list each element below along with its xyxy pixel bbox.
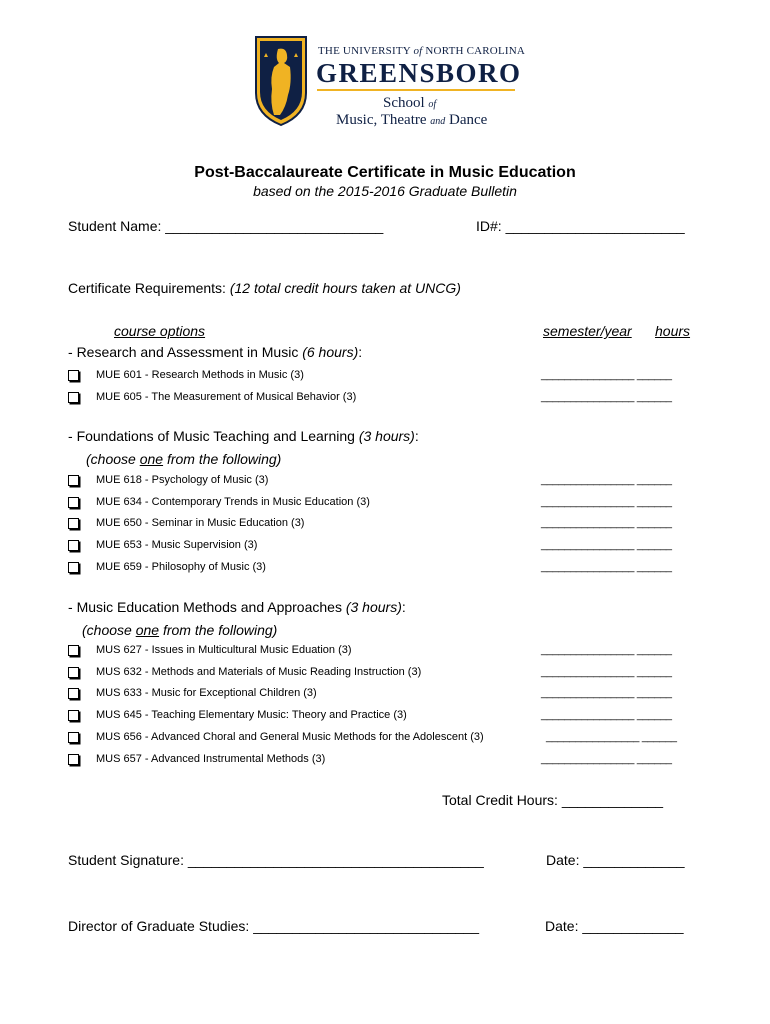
checkbox[interactable] <box>68 710 79 721</box>
logo-school-line: School of <box>383 95 437 111</box>
checkbox[interactable] <box>68 540 79 551</box>
choose-one-note: (choose one from the following) <box>86 451 282 467</box>
course-row[interactable] <box>68 496 708 512</box>
director-signature-field[interactable]: Director of Graduate Studies: _____________________________ <box>68 918 480 934</box>
course-row[interactable] <box>68 474 708 490</box>
semester-hours-blank[interactable]: ________________ ______ <box>541 687 672 699</box>
checkbox[interactable] <box>68 497 79 508</box>
director-date-field[interactable]: Date: _____________ <box>545 918 684 934</box>
course-label: MUE 601 - Research Methods in Music (3) <box>96 369 304 381</box>
course-row[interactable] <box>68 731 708 747</box>
course-label: MUE 659 - Philosophy of Music (3) <box>96 561 266 573</box>
choose-one-note: (choose one from the following) <box>82 622 278 638</box>
course-label: MUS 657 - Advanced Instrumental Methods (3) <box>96 753 326 765</box>
section-research-heading: - Research and Assessment in Music (6 hours): <box>68 344 363 360</box>
course-label: MUS 632 - Methods and Materials of Music Reading Instruction (3) <box>96 666 422 678</box>
hours-header: hours <box>655 323 691 339</box>
section-methods-heading: - Music Education Methods and Approaches (3 hours): <box>68 599 406 615</box>
course-options-header: course options <box>114 323 206 339</box>
semester-hours-blank[interactable]: ________________ ______ <box>541 391 672 403</box>
checkbox[interactable] <box>68 645 79 656</box>
course-row[interactable] <box>68 391 708 407</box>
course-row[interactable] <box>68 539 708 555</box>
total-credit-hours-field[interactable]: Total Credit Hours: _____________ <box>442 792 664 808</box>
semester-hours-blank[interactable]: ________________ ______ <box>541 753 672 765</box>
checkbox[interactable] <box>68 370 79 381</box>
semester-hours-blank[interactable]: ________________ ______ <box>541 369 672 381</box>
checkbox[interactable] <box>68 732 79 743</box>
course-label: MUE 605 - The Measurement of Musical Behavior (3) <box>96 391 357 403</box>
course-row[interactable] <box>68 561 708 577</box>
course-row[interactable] <box>68 753 708 769</box>
logo-university-line: THE UNIVERSITY of NORTH CAROLINA <box>318 45 526 57</box>
course-row[interactable] <box>68 709 708 725</box>
logo-greensboro: GREENSBORO <box>316 58 522 88</box>
course-label: MUE 618 - Psychology of Music (3) <box>96 474 269 486</box>
certificate-requirements: Certificate Requirements: (12 total credit hours taken at UNCG) <box>68 280 461 296</box>
course-row[interactable] <box>68 687 708 703</box>
logo-divider <box>317 89 515 91</box>
course-label: MUS 633 - Music for Exceptional Children (3) <box>96 687 317 699</box>
course-label: MUS 627 - Issues in Multicultural Music Eduation (3) <box>96 644 352 656</box>
semester-hours-blank[interactable]: ________________ ______ <box>541 517 672 529</box>
course-label: MUS 656 - Advanced Choral and General Music Methods for the Adolescent (3) <box>96 731 484 743</box>
course-label: MUS 645 - Teaching Elementary Music: Theory and Practice (3) <box>96 709 407 721</box>
semester-hours-blank[interactable]: ________________ ______ <box>541 474 672 486</box>
section-foundations-heading: - Foundations of Music Teaching and Learning (3 hours): <box>68 428 419 444</box>
document-subtitle: based on the 2015-2016 Graduate Bulletin <box>253 183 517 199</box>
course-label: MUE 634 - Contemporary Trends in Music Education (3) <box>96 496 370 508</box>
checkbox[interactable] <box>68 688 79 699</box>
semester-hours-blank[interactable]: ________________ ______ <box>546 731 677 743</box>
semester-hours-blank[interactable]: ________________ ______ <box>541 644 672 656</box>
course-label: MUE 653 - Music Supervision (3) <box>96 539 258 551</box>
checkbox[interactable] <box>68 754 79 765</box>
student-name-field[interactable]: Student Name: ____________________________ <box>68 218 384 234</box>
semester-hours-blank[interactable]: ________________ ______ <box>541 709 672 721</box>
semester-hours-blank[interactable]: ________________ ______ <box>541 561 672 573</box>
student-date-field[interactable]: Date: _____________ <box>546 852 685 868</box>
semester-year-header: semester/year <box>543 323 632 339</box>
course-row[interactable] <box>68 644 708 660</box>
checkbox[interactable] <box>68 667 79 678</box>
logo-department-line: Music, Theatre and Dance <box>336 112 488 128</box>
semester-hours-blank[interactable]: ________________ ______ <box>541 496 672 508</box>
checkbox[interactable] <box>68 392 79 403</box>
course-row[interactable] <box>68 666 708 682</box>
checkbox[interactable] <box>68 562 79 573</box>
course-row[interactable] <box>68 517 708 533</box>
student-id-field[interactable]: ID#: _______________________ <box>476 218 685 234</box>
document-title: Post-Baccalaureate Certificate in Music Education <box>194 164 576 181</box>
semester-hours-blank[interactable]: ________________ ______ <box>541 539 672 551</box>
semester-hours-blank[interactable]: ________________ ______ <box>541 666 672 678</box>
checkbox[interactable] <box>68 475 79 486</box>
student-signature-field[interactable]: Student Signature: ______________________________________ <box>68 852 484 868</box>
course-row[interactable] <box>68 369 708 385</box>
course-label: MUE 650 - Seminar in Music Education (3) <box>96 517 305 529</box>
checkbox[interactable] <box>68 518 79 529</box>
